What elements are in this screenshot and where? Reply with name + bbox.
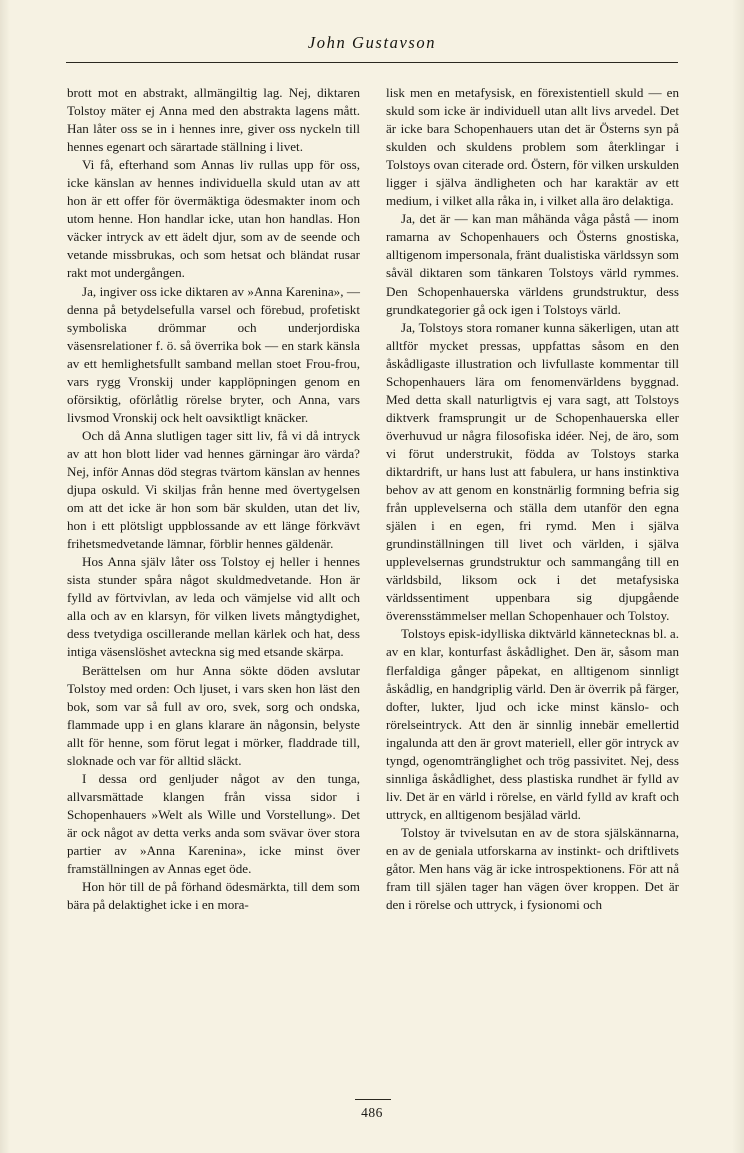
folio-rule <box>355 1099 391 1100</box>
page-edge-shading-left <box>0 0 10 1153</box>
page-edge-shading-right <box>732 0 744 1153</box>
header-rule <box>66 62 678 63</box>
paragraph: Berättelsen om hur Anna sökte döden avslutar Tolstoy med orden: Och ljuset, i vars sken hon läst den bok, som var så full av oro, svek, sorg och ondska, flammade upp i en glans klarare än någonsin, belyste allt för henne, som förut legat i mörker, fladdrade till, sloknade och var för alltid släckt. <box>67 662 360 768</box>
paragraph: I dessa ord genljuder något av den tunga, allvarsmättade klangen från vissa sidor i Schopenhauers »Welt als Wille und Vorstellung». Det är ock något av detta verks anda som svävar över stora partier av »Anna Karenina», icke minst över framställningen av Annas eget öde. <box>67 770 360 877</box>
paragraph: Tolstoys episk-idylliska diktvärld kännetecknas bl. a. av en klar, konturfast åskådlighet. Den är, såsom man flerfaldiga gånger påpekat, en alltigenom sinnligt åskådlig, en handgriplig värld. Den är överrik på färger, dofter, lukter, ljud och icke minst känslo- och rörelseintryck. Att den är sinnlig innebär emellertid ingalunda att den är grovt materiell, eller gör intryck av tyngd, ogenomtränglighet och trög passivitet. Nej, dess sinnliga åskådlighet, dess plastiska rundhet är fylld av liv. Det är en värld i rörelse, en värld fylld av kraft och uttryck, en alltigenom besjälad värld. <box>386 626 679 822</box>
column-left <box>67 84 360 914</box>
paragraph: Ja, ingiver oss icke diktaren av »Anna Karenina», — denna på betydelsefulla varsel och förebud, profetiskt symboliska drömmar och underjordiska väsensrelationer f. ö. så överrika bok — en stark känsla av ett hemlighetsfullt samband mellan stoet Frou-frou, vars rygg Vronskij under kapplöpningen genom en oförsiktig, oförlåtlig rörelse bryter, och Anna, vars livsmod Vronskij ock helt oavsiktligt knäcker. <box>67 283 360 425</box>
running-head: John Gustavson <box>307 33 437 52</box>
paragraph: Hos Anna själv låter oss Tolstoy ej heller i hennes sista stunder spåra något skuldmedvetande. Hon är fylld av förtvivlan, av leda och vämjelse vid allt och alla och av en klarsyn, för vilken livets mångtydighet, dess tvetydiga oscillerande mellan kärlek och hat, dess intiga väsenslöshet avteckna sig med etsande skärpa. <box>67 554 360 660</box>
paragraph: Ja, det är — kan man måhända våga påstå — inom ramarna av Schopenhauers och Österns gnostiska, alltigenom impersonala, fränt dualistiska världssyn som såväl diktaren som tänkaren Tolstoys värld rymmes. Den Schopenhauerska världens grundstruktur, dess grundkategorier gå ock igen i Tolstoys värld. <box>386 211 679 317</box>
paragraph: lisk men en metafysisk, en förexistentiell skuld — en skuld som icke är individuell utan allt livs arvedel. Det är icke bara Schopenhauers utan det är Österns syn på skulden och skuldens problem som återklingar i Tolstoys ovan citerade ord. Östern, för vilken urskulden ligger i själva ändligheten och har karaktär av ett medium, i vilket alla råka in, i vilket alla äro delaktiga. <box>386 85 679 209</box>
paragraph: brott mot en abstrakt, allmängiltig lag. Nej, diktaren Tolstoy mäter ej Anna med den abstrakta lagens mått. Han låter oss se in i hennes inre, giver oss nyckeln till hennes egenart och särartade ställning i livet. <box>67 85 360 155</box>
paragraph: Ja, Tolstoys stora romaner kunna säkerligen, utan att alltför mycket pressas, uppfattas såsom en den åskådligaste illustration och livfullaste kommentar till Schopenhauers lära om fenomenvärldens byggnad. Med detta skall naturligtvis ej vara sagt, att Tolstoys diktverk framsprungit ur de Schopenhauerska eller överhuvud ur några filosofiska idéer. Nej, de äro, som vi förut understrukit, födda av Tolstoys starka diktardrift, ur hans lust att fabulera, ur hans instinktiva behov av att genom en konstnärlig formning befria sig från upplevelserna och ställa dem utanför den egna själen i en egen, fri rymd. Men i själva grundinställningen till livet och världen, i själva upplevelsernas grundstruktur och sammangång till en världsbild, liksom ock i det metafysiska världssentiment uppenbara sig djupgående överensstämmelser mellan Schopenhauer och Tolstoy. <box>386 319 679 624</box>
page-number: 486 <box>361 1105 383 1120</box>
paragraph: Tolstoy är tvivelsutan en av de stora själskännarna, en av de geniala utforskarna av instinkt- och driftlivets gåtor. Men hans väg är icke introspektionens. För att nå fram till själen tager han vägen över kroppen. Det är den i rörelse och uttryck, i fysionomi och <box>386 824 679 913</box>
paragraph: Och då Anna slutligen tager sitt liv, få vi då intryck av att hon blott lider vad hennes gärningar äro värda? Nej, inför Annas död stegras tvärtom känslan av hennes djupa oskuld. Vi skiljas från henne med övertygelsen om att det icke är hon som bär skulden, utan det liv, hon i ett plötsligt uppblossande av ett länge förkvävt frihetsmedvetande lämnar, förblir hennes gäldenär. <box>67 427 360 552</box>
paragraph: Hon hör till de på förhand ödesmärkta, till dem som bära på delaktighet icke i en mora- <box>67 879 360 913</box>
paragraph: Vi få, efterhand som Annas liv rullas upp för oss, icke känslan av hennes individuella skuld utan av att hon är ett offer för övermäktiga ödesmakter inom och utom henne. Hon handlar icke, utan hon handlas. Hon väcker intryck av ett ädelt djur, som av de seende och vetande missbrukas, och som hetsat och bländat rusar rakt mot undergången. <box>67 157 360 281</box>
column-right <box>386 84 679 914</box>
text-body <box>67 84 679 914</box>
